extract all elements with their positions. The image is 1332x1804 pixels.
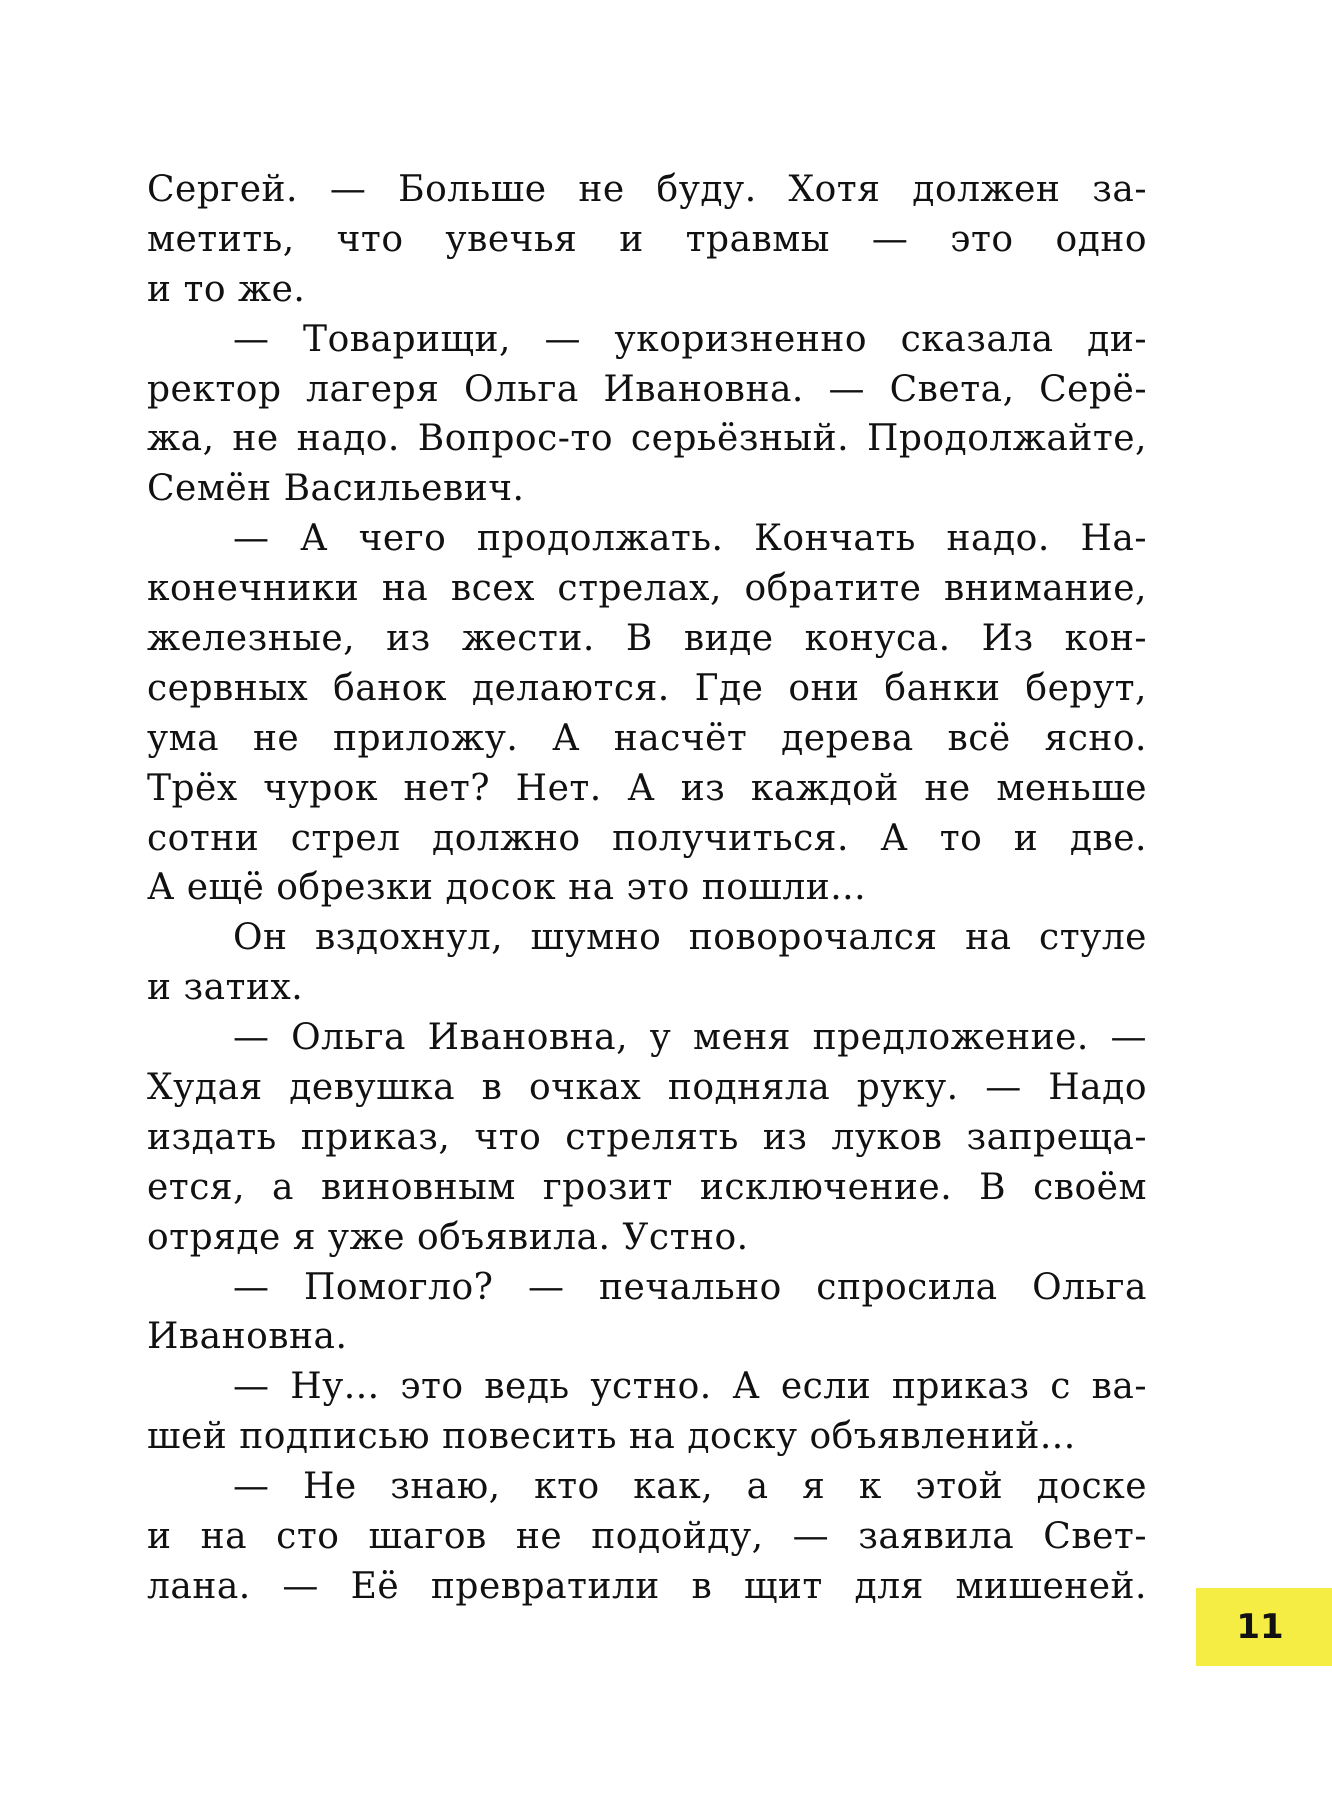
text-line: Ивановна. — [147, 1316, 348, 1358]
text-line: и затих. — [147, 967, 304, 1009]
text-line: железные, из жести. В виде конуса. Из кон- — [147, 618, 1147, 660]
text-line: метить, что увечья и травмы — это одно — [147, 218, 1147, 260]
text-line: жа, не надо. Вопрос-то серьёзный. Продолжайте, — [147, 418, 1147, 460]
text-line: и то же. — [147, 268, 306, 310]
text-line: издать приказ, что стрелять из луков запреща- — [147, 1116, 1147, 1158]
text-line: ума не приложу. А насчёт дерева всё ясно. — [147, 717, 1147, 759]
text-line: сервных банок делаются. Где они банки берут, — [147, 667, 1147, 709]
text-line: — Ольга Ивановна, у меня предложение. — — [233, 1017, 1147, 1059]
text-line: А ещё обрезки досок на это пошли... — [147, 867, 867, 909]
text-line: Худая девушка в очках подняла руку. — Надо — [147, 1067, 1147, 1109]
text-line: ется, а виновным грозит исключение. В своём — [147, 1166, 1147, 1208]
text-line: сотни стрел должно получиться. А то и две. — [147, 817, 1147, 859]
page-number-tab — [1196, 1588, 1332, 1666]
text-line: лана. — Её превратили в щит для мишеней. — [147, 1565, 1147, 1607]
text-line: шей подписью повесить на доску объявлений... — [147, 1416, 1076, 1458]
text-line: — Товарищи, — укоризненно сказала ди- — [233, 318, 1147, 360]
page-number: 11 — [1236, 1607, 1284, 1647]
text-line: — А чего продолжать. Кончать надо. На- — [233, 518, 1147, 560]
text-line: — Не знаю, кто как, а я к этой доске — [233, 1466, 1147, 1508]
text-line: и на сто шагов не подойду, — заявила Свет- — [147, 1516, 1147, 1558]
text-line: ректор лагеря Ольга Ивановна. — Света, Серё- — [147, 368, 1147, 410]
body-text — [147, 165, 1147, 1612]
text-line: Он вздохнул, шумно поворочался на стуле — [233, 917, 1147, 959]
text-line: — Помогло? — печально спросила Ольга — [233, 1266, 1147, 1308]
text-line: Трёх чурок нет? Нет. А из каждой не меньше — [147, 767, 1147, 809]
text-line: отряде я уже объявила. Устно. — [147, 1216, 749, 1258]
text-line: Семён Васильевич. — [147, 468, 525, 510]
text-line: конечники на всех стрелах, обратите внимание, — [147, 568, 1147, 610]
text-line: — Ну... это ведь устно. А если приказ с ва- — [233, 1366, 1147, 1408]
text-line: Сергей. — Больше не буду. Хотя должен за- — [147, 169, 1147, 210]
